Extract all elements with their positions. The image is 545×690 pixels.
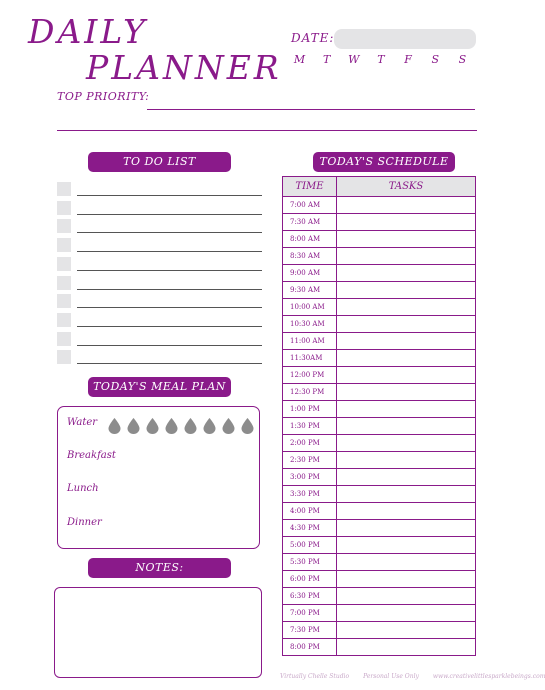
lunch-label: Lunch bbox=[67, 483, 99, 494]
schedule-task-cell[interactable] bbox=[337, 197, 476, 214]
todo-item[interactable] bbox=[57, 313, 262, 327]
schedule-time: 9:00 AM bbox=[283, 265, 337, 282]
todo-item[interactable] bbox=[57, 219, 262, 233]
todo-checkbox[interactable] bbox=[57, 350, 71, 364]
schedule-time: 1:30 PM bbox=[283, 418, 337, 435]
schedule-row bbox=[283, 469, 476, 486]
schedule-task-cell[interactable] bbox=[337, 401, 476, 418]
schedule-time: 3:30 PM bbox=[283, 486, 337, 503]
schedule-row bbox=[283, 350, 476, 367]
schedule-time: 8:30 AM bbox=[283, 248, 337, 265]
water-drop-icon[interactable] bbox=[184, 418, 197, 434]
todo-item[interactable] bbox=[57, 332, 262, 346]
todo-line[interactable] bbox=[77, 326, 262, 327]
schedule-time: 12:00 PM bbox=[283, 367, 337, 384]
weekday-row bbox=[286, 53, 476, 66]
dinner-label: Dinner bbox=[67, 517, 102, 528]
water-drop-icon[interactable] bbox=[222, 418, 235, 434]
breakfast-label: Breakfast bbox=[67, 450, 116, 461]
schedule-row bbox=[283, 503, 476, 520]
notes-area[interactable] bbox=[54, 587, 262, 678]
notes-heading: NOTES: bbox=[88, 558, 231, 578]
todo-line[interactable] bbox=[77, 251, 262, 252]
schedule-time: 11:00 AM bbox=[283, 333, 337, 350]
title-planner: PLANNER bbox=[86, 48, 282, 87]
schedule-time: 4:00 PM bbox=[283, 503, 337, 520]
schedule-time: 1:00 PM bbox=[283, 401, 337, 418]
schedule-task-cell[interactable] bbox=[337, 571, 476, 588]
schedule-row bbox=[283, 333, 476, 350]
todo-item[interactable] bbox=[57, 257, 262, 271]
todo-item[interactable] bbox=[57, 238, 262, 252]
schedule-task-cell[interactable] bbox=[337, 469, 476, 486]
schedule-row bbox=[283, 588, 476, 605]
schedule-task-cell[interactable] bbox=[337, 367, 476, 384]
footer bbox=[280, 673, 545, 680]
schedule-row bbox=[283, 231, 476, 248]
schedule-time: 6:00 PM bbox=[283, 571, 337, 588]
top-priority-line[interactable] bbox=[147, 109, 475, 110]
schedule-task-cell[interactable] bbox=[337, 639, 476, 656]
schedule-time: 7:30 PM bbox=[283, 622, 337, 639]
footer-brand: Virtually Chelle Studio bbox=[280, 673, 350, 680]
todo-item[interactable] bbox=[57, 182, 262, 196]
todo-heading: TO DO LIST bbox=[88, 152, 231, 172]
top-priority-label: TOP PRIORITY: bbox=[57, 90, 150, 103]
schedule-task-cell[interactable] bbox=[337, 452, 476, 469]
schedule-row bbox=[283, 384, 476, 401]
todo-line[interactable] bbox=[77, 232, 262, 233]
todo-checkbox[interactable] bbox=[57, 182, 71, 196]
footer-site: www.creativelittlesparklebeings.com bbox=[432, 673, 545, 680]
todo-checkbox[interactable] bbox=[57, 276, 71, 290]
footer-usage: Personal Use Only bbox=[363, 673, 419, 680]
schedule-col-time: TIME bbox=[283, 177, 337, 197]
schedule-task-cell[interactable] bbox=[337, 214, 476, 231]
todo-checkbox[interactable] bbox=[57, 238, 71, 252]
schedule-task-cell[interactable] bbox=[337, 622, 476, 639]
water-drop-icon[interactable] bbox=[165, 418, 178, 434]
schedule-time: 6:30 PM bbox=[283, 588, 337, 605]
schedule-time: 7:00 PM bbox=[283, 605, 337, 622]
todo-checkbox[interactable] bbox=[57, 257, 71, 271]
schedule-task-cell[interactable] bbox=[337, 588, 476, 605]
schedule-task-cell[interactable] bbox=[337, 520, 476, 537]
todo-item[interactable] bbox=[57, 294, 262, 308]
schedule-table bbox=[282, 176, 476, 656]
water-drops bbox=[108, 418, 254, 434]
schedule-time: 9:30 AM bbox=[283, 282, 337, 299]
todo-line[interactable] bbox=[77, 363, 262, 364]
weekday-fri[interactable]: F bbox=[404, 53, 412, 66]
weekday-wed[interactable]: W bbox=[348, 53, 360, 66]
schedule-task-cell[interactable] bbox=[337, 418, 476, 435]
water-drop-icon[interactable] bbox=[241, 418, 254, 434]
schedule-col-tasks: TASKS bbox=[337, 177, 476, 197]
schedule-row bbox=[283, 622, 476, 639]
schedule-row bbox=[283, 435, 476, 452]
schedule-row bbox=[283, 554, 476, 571]
schedule-task-cell[interactable] bbox=[337, 537, 476, 554]
schedule-row bbox=[283, 418, 476, 435]
weekday-sun[interactable]: S bbox=[458, 53, 467, 66]
todo-checkbox[interactable] bbox=[57, 294, 71, 308]
schedule-time: 12:30 PM bbox=[283, 384, 337, 401]
schedule-row bbox=[283, 265, 476, 282]
schedule-row bbox=[283, 639, 476, 656]
schedule-row bbox=[283, 401, 476, 418]
todo-checkbox[interactable] bbox=[57, 313, 71, 327]
schedule-row bbox=[283, 537, 476, 554]
schedule-task-cell[interactable] bbox=[337, 350, 476, 367]
schedule-task-cell[interactable] bbox=[337, 605, 476, 622]
schedule-time: 7:00 AM bbox=[283, 197, 337, 214]
schedule-row bbox=[283, 367, 476, 384]
schedule-row bbox=[283, 571, 476, 588]
schedule-row bbox=[283, 605, 476, 622]
todo-line[interactable] bbox=[77, 270, 262, 271]
todo-line[interactable] bbox=[77, 195, 262, 196]
meal-plan-box bbox=[57, 406, 260, 549]
schedule-time: 10:30 AM bbox=[283, 316, 337, 333]
schedule-time: 8:00 PM bbox=[283, 639, 337, 656]
todo-line[interactable] bbox=[77, 289, 262, 290]
schedule-row bbox=[283, 214, 476, 231]
schedule-time: 2:00 PM bbox=[283, 435, 337, 452]
schedule-time: 5:00 PM bbox=[283, 537, 337, 554]
water-drop-icon[interactable] bbox=[203, 418, 216, 434]
schedule-row bbox=[283, 486, 476, 503]
weekday-thu[interactable]: T bbox=[377, 53, 385, 66]
schedule-task-cell[interactable] bbox=[337, 299, 476, 316]
water-drop-icon[interactable] bbox=[146, 418, 159, 434]
todo-checkbox[interactable] bbox=[57, 219, 71, 233]
schedule-time: 8:00 AM bbox=[283, 231, 337, 248]
schedule-task-cell[interactable] bbox=[337, 316, 476, 333]
schedule-task-cell[interactable] bbox=[337, 231, 476, 248]
schedule-row bbox=[283, 452, 476, 469]
todo-item[interactable] bbox=[57, 201, 262, 215]
todo-checkbox[interactable] bbox=[57, 201, 71, 215]
schedule-time: 4:30 PM bbox=[283, 520, 337, 537]
todo-item[interactable] bbox=[57, 276, 262, 290]
schedule-task-cell[interactable] bbox=[337, 282, 476, 299]
schedule-task-cell[interactable] bbox=[337, 333, 476, 350]
weekday-sat[interactable]: S bbox=[431, 53, 440, 66]
schedule-row bbox=[283, 316, 476, 333]
todo-checkbox[interactable] bbox=[57, 332, 71, 346]
schedule-time: 3:00 PM bbox=[283, 469, 337, 486]
schedule-row bbox=[283, 520, 476, 537]
weekday-tue[interactable]: T bbox=[322, 53, 331, 66]
water-label: Water bbox=[67, 417, 98, 428]
todo-item[interactable] bbox=[57, 350, 262, 364]
schedule-time: 10:00 AM bbox=[283, 299, 337, 316]
top-priority-line-2[interactable] bbox=[57, 130, 477, 131]
todo-line[interactable] bbox=[77, 307, 262, 308]
schedule-time: 7:30 AM bbox=[283, 214, 337, 231]
schedule-task-cell[interactable] bbox=[337, 435, 476, 452]
schedule-task-cell[interactable] bbox=[337, 554, 476, 571]
schedule-task-cell[interactable] bbox=[337, 265, 476, 282]
todo-line[interactable] bbox=[77, 214, 262, 215]
water-drop-icon[interactable] bbox=[108, 418, 121, 434]
schedule-task-cell[interactable] bbox=[337, 503, 476, 520]
schedule-time: 2:30 PM bbox=[283, 452, 337, 469]
date-field[interactable] bbox=[334, 29, 476, 49]
todo-line[interactable] bbox=[77, 345, 262, 346]
title-daily: DAILY bbox=[28, 12, 148, 51]
water-drop-icon[interactable] bbox=[127, 418, 140, 434]
schedule-row bbox=[283, 282, 476, 299]
schedule-time: 11:30AM bbox=[283, 350, 337, 367]
schedule-task-cell[interactable] bbox=[337, 248, 476, 265]
schedule-time: 5:30 PM bbox=[283, 554, 337, 571]
schedule-task-cell[interactable] bbox=[337, 486, 476, 503]
schedule-task-cell[interactable] bbox=[337, 384, 476, 401]
meal-heading: TODAY'S MEAL PLAN bbox=[88, 377, 231, 397]
schedule-heading: TODAY'S SCHEDULE bbox=[313, 152, 455, 172]
schedule-row bbox=[283, 299, 476, 316]
schedule-row bbox=[283, 248, 476, 265]
weekday-mon[interactable]: M bbox=[293, 53, 306, 66]
date-label: DATE: bbox=[291, 31, 335, 45]
schedule-row bbox=[283, 197, 476, 214]
